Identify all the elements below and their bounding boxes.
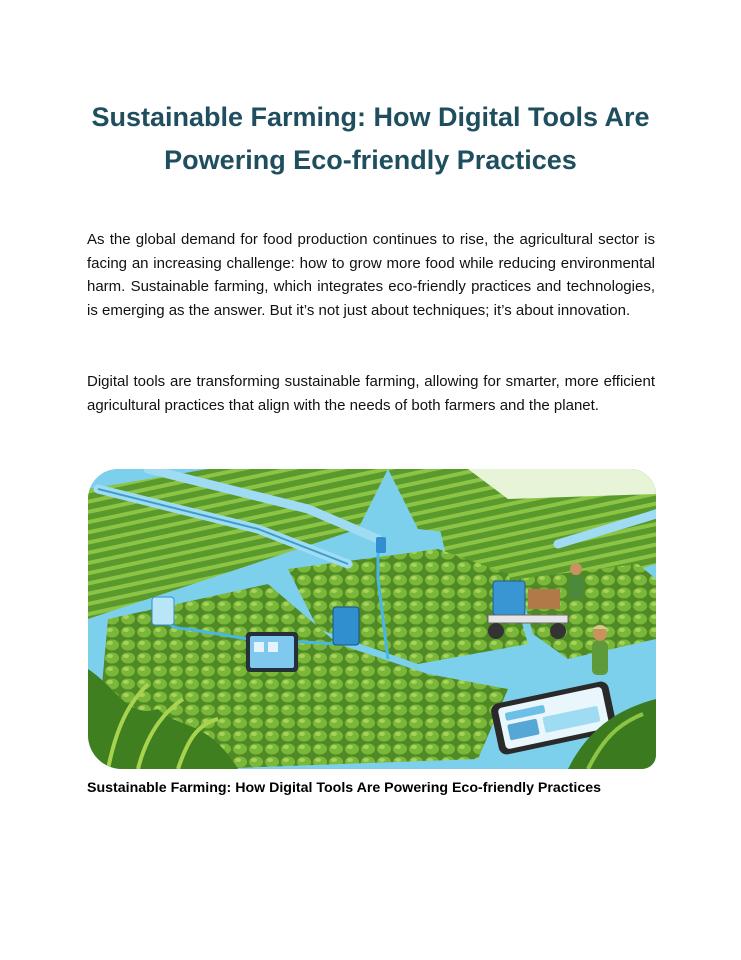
digital-tools-paragraph: Digital tools are transforming sustainable farming, allowing for smarter, more efficient agricultural practices that align with the needs of both farmers and the planet. <box>87 373 655 414</box>
figure-caption: Sustainable Farming: How Digital Tools Are Powering Eco-friendly Practices <box>87 780 602 796</box>
farm-illustration <box>88 469 656 769</box>
title-line-1: Sustainable Farming: How Digital Tools Are <box>91 102 650 132</box>
title-line-2: Powering Eco-friendly Practices <box>164 145 577 175</box>
page-title <box>60 96 681 182</box>
intro-paragraph: As the global demand for food production continues to rise, the agricultural sector is facing an increasing challenge: how to grow more food while reducing environmental harm. Sustainable farming, which integrates eco-friendly practices and technologies, is emerging as the answer. But it’s not just about techniques; it’s about innovation. <box>87 231 655 319</box>
